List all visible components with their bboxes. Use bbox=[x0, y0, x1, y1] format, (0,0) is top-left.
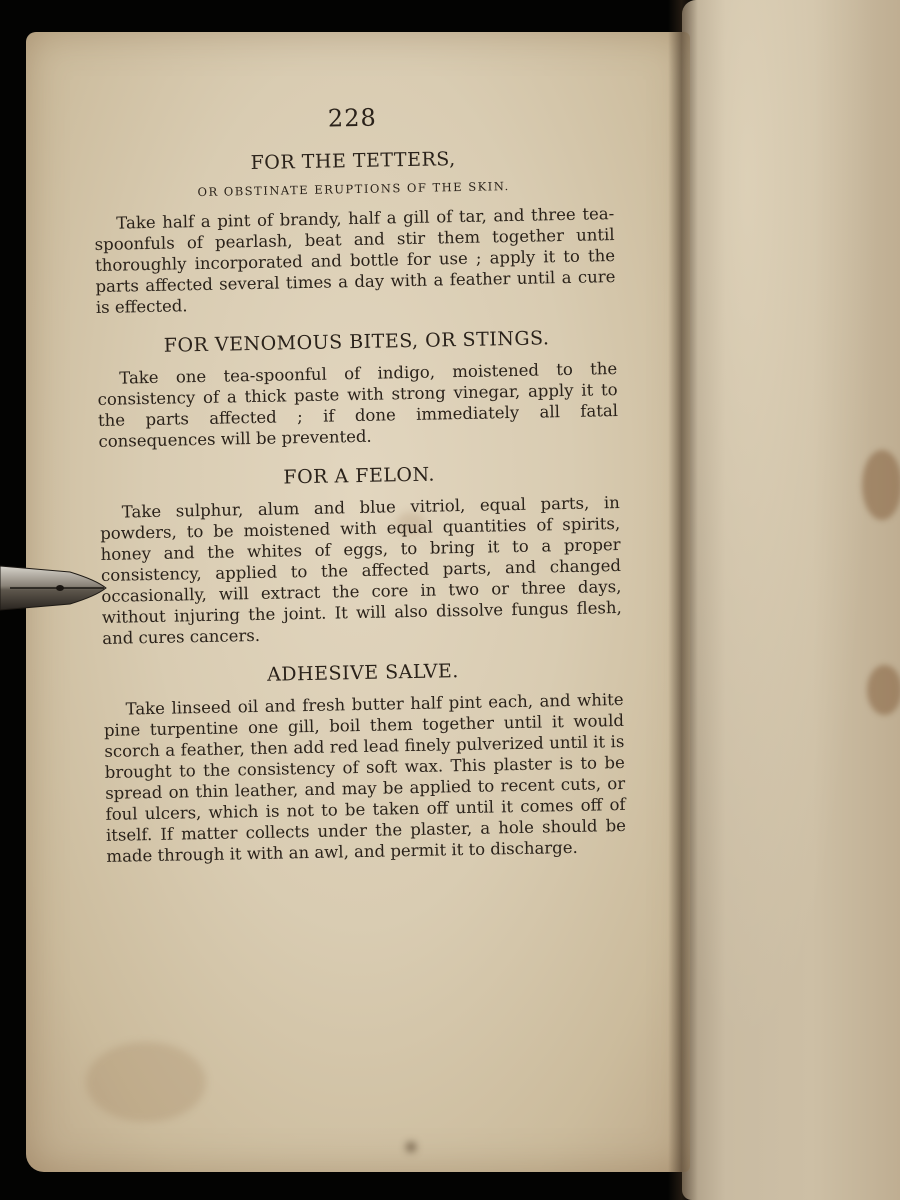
facing-page-stain bbox=[867, 665, 900, 715]
page-text bbox=[92, 99, 627, 885]
section-heading: ADHESIVE SALVE. bbox=[266, 660, 460, 686]
facing-page bbox=[682, 0, 900, 1200]
book-page bbox=[26, 32, 690, 1172]
section-adhesive-salve bbox=[103, 657, 627, 867]
section-body: Take sulphur, alum and blue vitriol, equal parts, in powders, to be moistened with equal quantities of spirits, honey and the whites of eggs, to bring it to a proper consistency, applied to the affected parts, and changed occasionally, will extract the core in two or three days, without injuring the joint. It will also dissolve fungus flesh, and cures cancers. bbox=[100, 492, 622, 648]
section-body: Take one tea-spoonful of indigo, moistened to the consistency of a thick paste with strong vinegar, apply it to the parts affected ; if done immediately all fatal consequences will be prevented. bbox=[97, 359, 619, 451]
section-tetters bbox=[93, 145, 616, 318]
section-heading: FOR VENOMOUS BITES, OR STINGS. bbox=[163, 327, 550, 357]
section-body: Take linseed oil and fresh butter half pint each, and white pine turpentine one gill, boil them together until it would scorch a feather, then add red lead finely pulverized until it is brought to the consistency of soft wax. This plaster is to be spread on thin leather, and may be applied to recent cuts, or foul ulcers, which is not to be taken off until it comes off of itself. If matter collects under the plaster, a hole should be made through it with an awl, and permit it to discharge. bbox=[103, 689, 627, 866]
section-felon bbox=[99, 460, 622, 649]
page-number: 228 bbox=[327, 103, 377, 133]
section-venomous-bites bbox=[96, 326, 618, 452]
facing-page-stain bbox=[862, 450, 900, 520]
section-subheading: OR OBSTINATE ERUPTIONS OF THE SKIN. bbox=[197, 179, 510, 200]
section-heading: FOR THE TETTERS, bbox=[250, 148, 456, 175]
section-body: Take half a pint of brandy, half a gill of tar, and three tea-spoonfuls of pearlash, beat and stir them together until thoroughly incorporated and bottle for use ; apply it to the parts affected several times a day with a feather until a cure is effected. bbox=[94, 204, 616, 318]
page-stain bbox=[406, 1142, 416, 1152]
gutter-shadow bbox=[668, 0, 698, 1200]
pen-nib-icon bbox=[0, 558, 110, 618]
page-stain bbox=[86, 1042, 206, 1122]
section-heading: FOR A FELON. bbox=[283, 463, 436, 489]
